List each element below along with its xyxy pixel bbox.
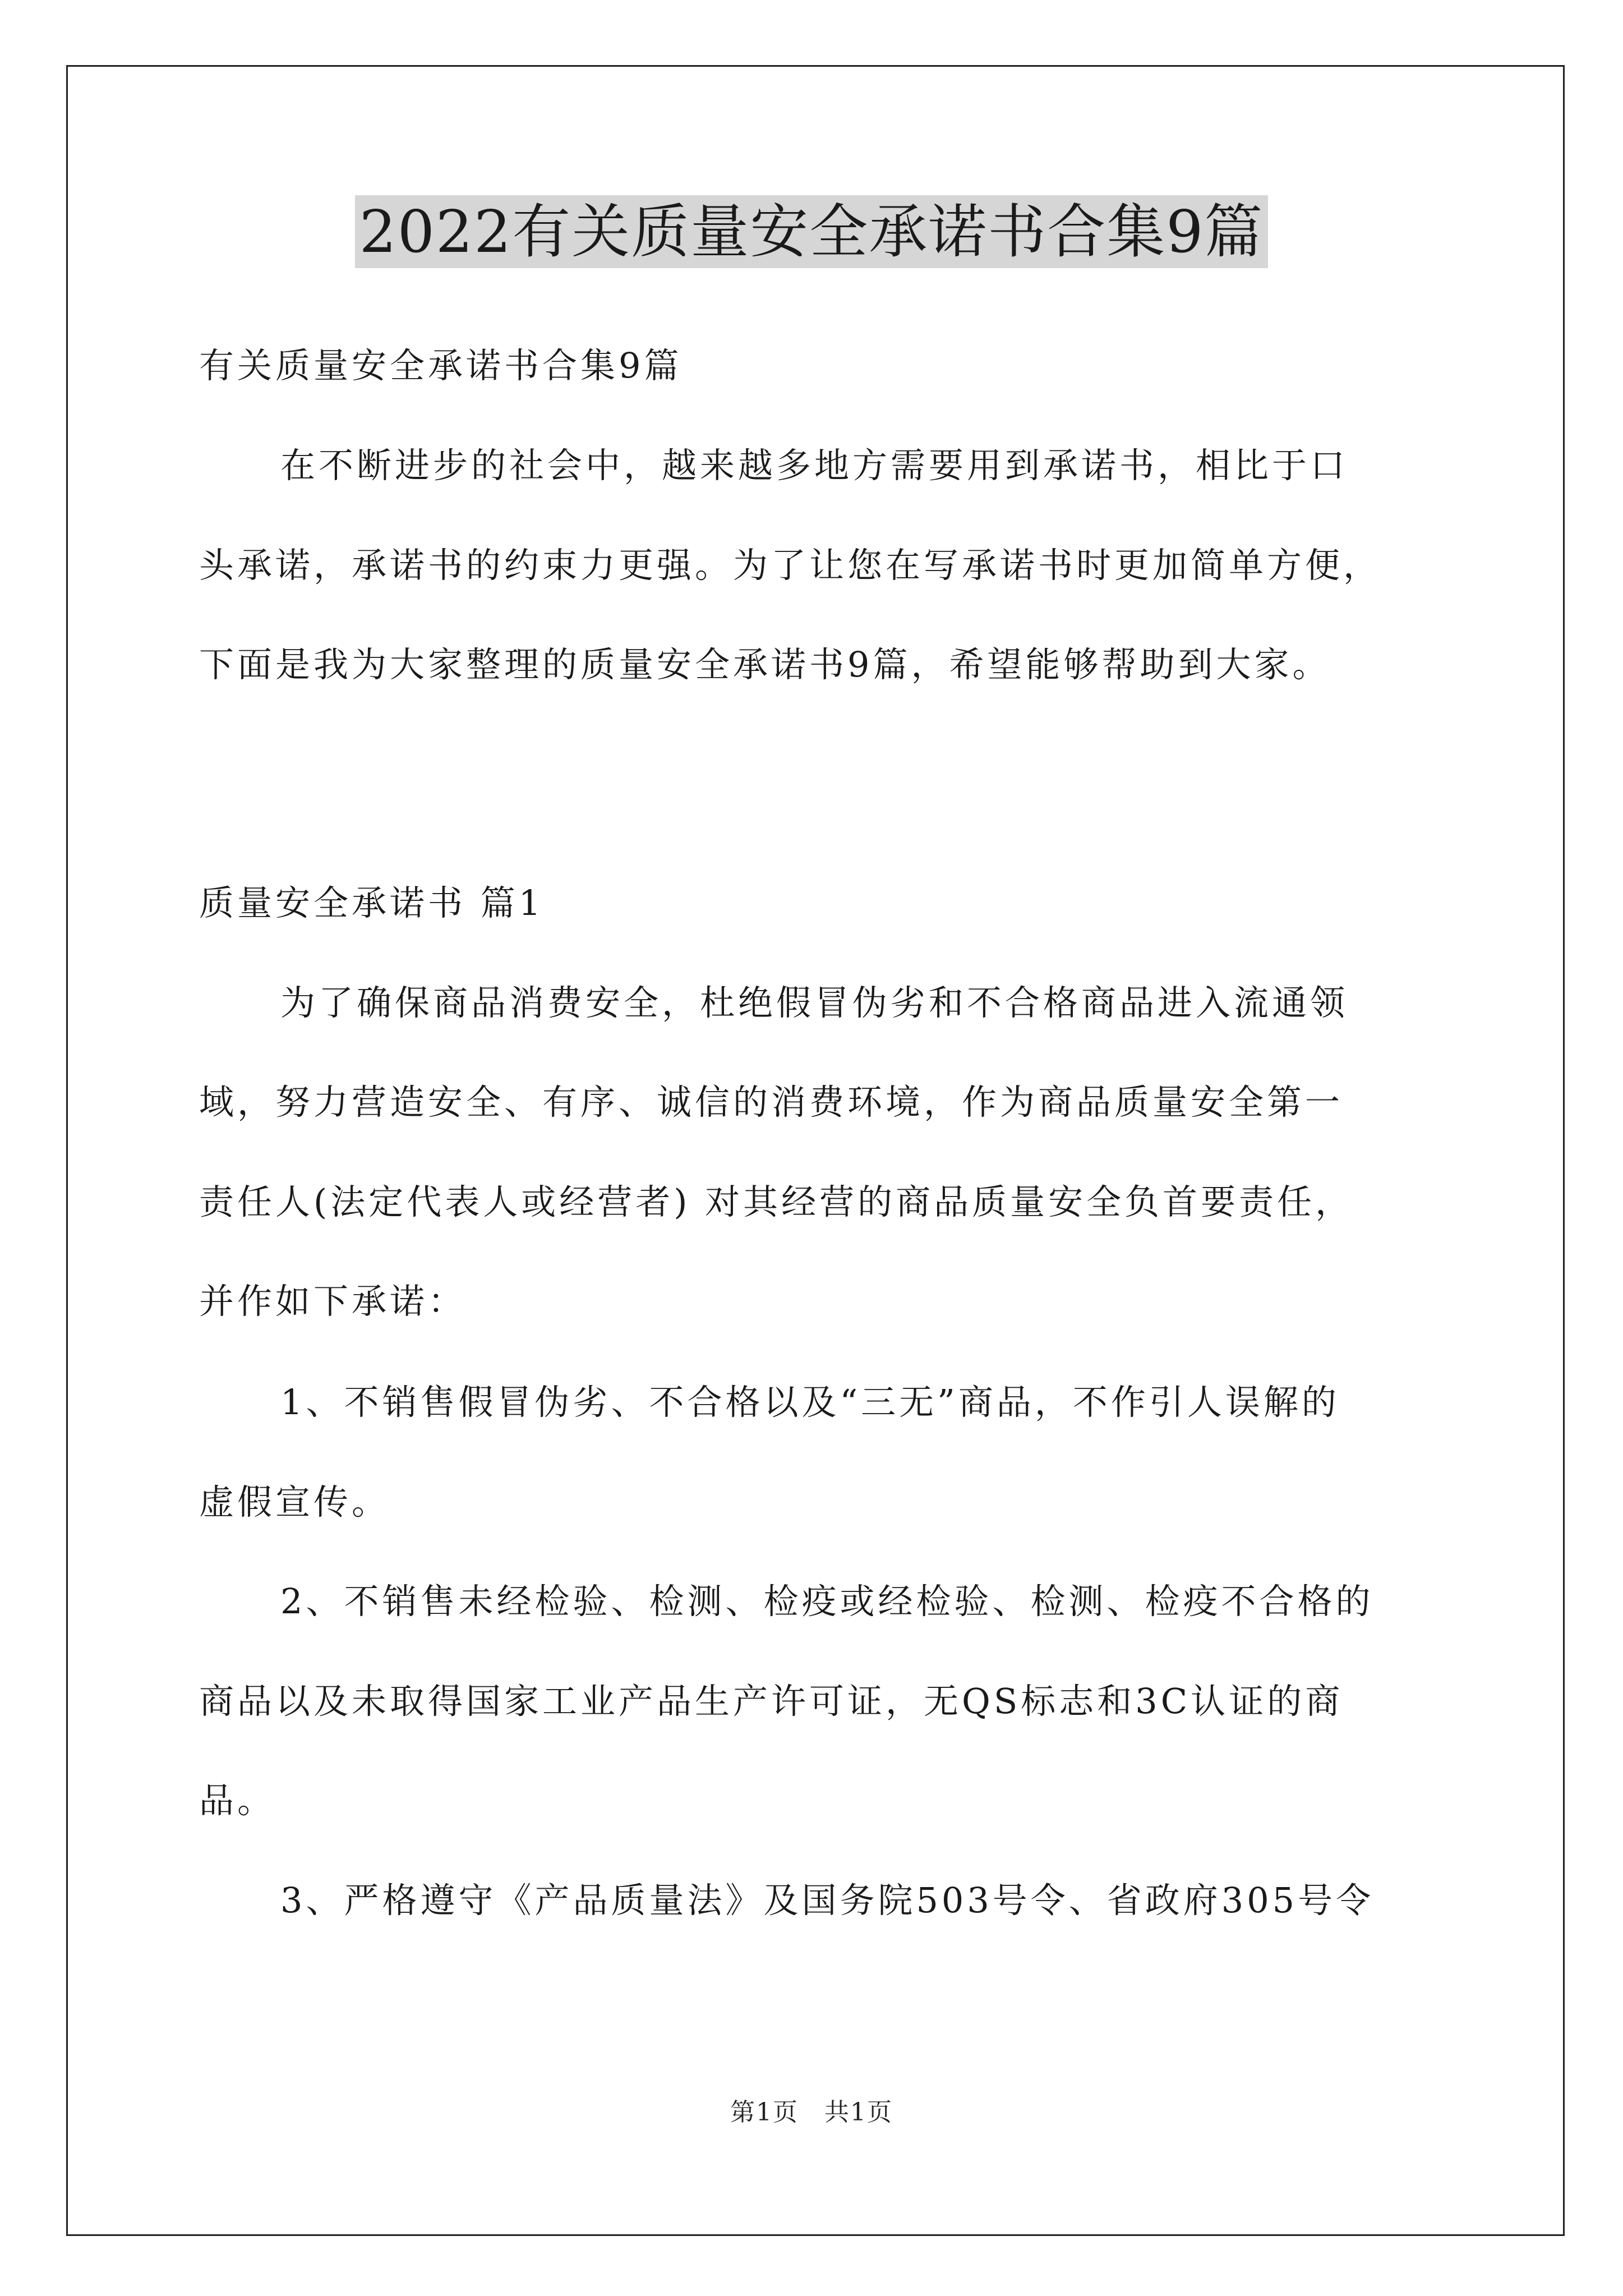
- item2-line-2: 商品以及未取得国家工业产品生产许可证，无QS标志和3C认证的商: [199, 1681, 1344, 1722]
- document-title-block: [0, 195, 1623, 268]
- paragraph1-line-1: 为了确保商品消费安全，杜绝假冒伪劣和不合格商品进入流通领: [280, 982, 1349, 1023]
- paragraph1-line-4: 并作如下承诺：: [199, 1281, 467, 1322]
- subtitle: 有关质量安全承诺书合集9篇: [199, 345, 683, 386]
- page-footer: 第1页 共1页: [730, 2098, 893, 2127]
- item2-line-3: 品。: [199, 1780, 276, 1821]
- item2-line-1: 2、不销售未经检验、检测、检疫或经检验、检测、检疫不合格的: [280, 1581, 1374, 1622]
- intro-line-3: 下面是我为大家整理的质量安全承诺书9篇，希望能够帮助到大家。: [199, 644, 1331, 685]
- paragraph1-line-3: 责任人(法定代表人或经营者) 对其经营的商品质量安全负首要责任，: [199, 1181, 1354, 1222]
- item3-line-1: 3、严格遵守《产品质量法》及国务院503号令、省政府305号令: [280, 1880, 1375, 1921]
- paragraph1-line-2: 域，努力营造安全、有序、诚信的消费环境，作为商品质量安全第一: [199, 1082, 1344, 1122]
- document-title: 2022有关质量安全承诺书合集9篇: [355, 195, 1269, 268]
- section-heading: 质量安全承诺书 篇1: [199, 882, 545, 923]
- item1-line-1: 1、不销售假冒伪劣、不合格以及“三无”商品，不作引人误解的: [280, 1382, 1340, 1423]
- item1-line-2: 虚假宣传。: [199, 1481, 390, 1522]
- intro-line-1: 在不断进步的社会中，越来越多地方需要用到承诺书，相比于口: [280, 445, 1349, 486]
- intro-line-2: 头承诺，承诺书的约束力更强。为了让您在写承诺书时更加简单方便，: [199, 545, 1382, 586]
